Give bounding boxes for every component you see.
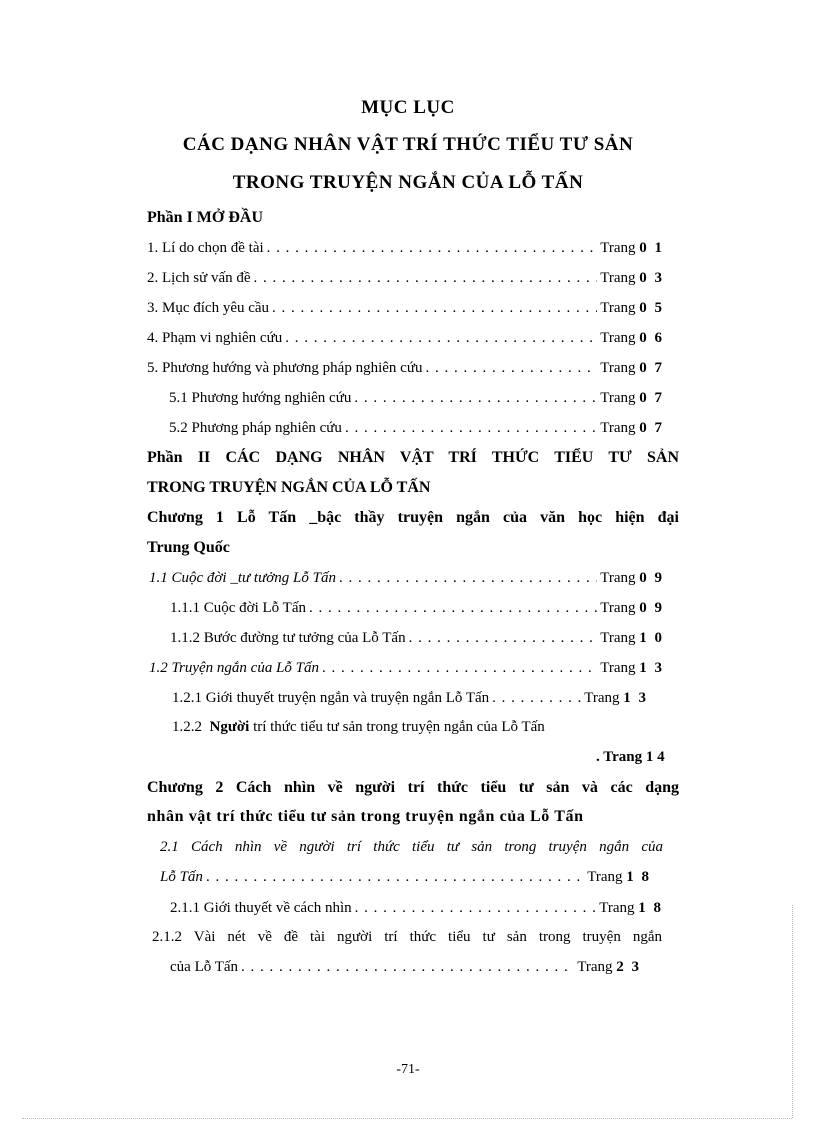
toc-entry[interactable]: 3. Mục đích yêu cầu . . . Trang 0 5	[147, 300, 664, 317]
chapter2-heading-line1: Chương 2 Cách nhìn về người trí thức tiểu tư sản và các dạng	[147, 779, 679, 796]
part1-heading: Phần I MỞ ĐẦU	[147, 209, 264, 226]
toc-entry[interactable]: 1.2 Truyện ngắn của Lỗ Tấn . . . Trang 1 3	[149, 660, 664, 677]
toc-entry[interactable]: của Lỗ Tấn . . . Trang 2 3	[170, 959, 641, 976]
toc-entry[interactable]: 2.1.1 Giới thuyết về cách nhìn . . . Trang 1 8	[170, 900, 663, 917]
page-border-right	[792, 905, 793, 1118]
page-number: -71-	[396, 1062, 420, 1077]
page-border-bottom	[22, 1118, 792, 1119]
toc-entry-212-line1[interactable]: 2.1.2 Vài nét về đề tài người trí thức tiểu tư sản trong truyện ngắn	[152, 929, 662, 945]
toc-entry[interactable]: 5. Phương hướng và phương pháp nghiên cứu . . . Trang 0 7	[147, 360, 664, 377]
toc-entry[interactable]: 5.2 Phương pháp nghiên cứu . . . Trang 0 7	[169, 420, 664, 437]
part2-heading-line1: Phần II CÁC DẠNG NHÂN VẬT TRÍ THỨC TIỂU TƯ SẢN	[147, 449, 679, 466]
toc-entry-122[interactable]: 1.2.2 Người trí thức tiểu tư sản trong truyện ngắn của Lỗ Tấn	[172, 719, 545, 735]
chapter1-heading-line1: Chương 1 Lỗ Tấn _bậc thầy truyện ngắn của văn học hiện đại	[147, 509, 679, 526]
toc-entry[interactable]: 4. Phạm vi nghiên cứu . . . Trang 0 6	[147, 330, 664, 347]
toc-title: MỤC LỤC	[361, 97, 455, 118]
part2-heading-line2: TRONG TRUYỆN NGẮN CỦA LỖ TẤN	[147, 479, 431, 496]
toc-entry[interactable]: 1.2.1 Giới thuyết truyện ngắn và truyện ngắn Lỗ Tấn . . . Trang 1 3	[172, 690, 648, 707]
toc-entry[interactable]: 2. Lịch sử vấn đề . . . Trang 0 3	[147, 270, 664, 287]
toc-entry[interactable]: 1.1 Cuộc đời _tư tưởng Lỗ Tấn . . . Trang 0 9	[149, 570, 664, 587]
toc-entry-21-line1[interactable]: 2.1 Cách nhìn về người trí thức tiểu tư sản trong truyện ngắn của	[160, 839, 663, 855]
thesis-title-line1: CÁC DẠNG NHÂN VẬT TRÍ THỨC TIỂU TƯ SẢN	[182, 134, 634, 155]
toc-entry[interactable]: 5.1 Phương hướng nghiên cứu . . . Trang 0 7	[169, 390, 664, 407]
toc-entry[interactable]: 1.1.2 Bước đường tư tưởng của Lỗ Tấn . . . Trang 1 0	[170, 630, 664, 647]
toc-entry[interactable]: Lỗ Tấn . . . Trang 1 8	[160, 869, 651, 886]
toc-entry-122-page: . Trang 1 4	[596, 749, 665, 765]
chapter1-heading-line2: Trung Quốc	[147, 539, 230, 556]
toc-entry[interactable]: 1. Lí do chọn đề tài . . . Trang 0 1	[147, 240, 664, 257]
thesis-title-line2: TRONG TRUYỆN NGẮN CỦA LỖ TẤN	[232, 172, 584, 193]
chapter2-heading-line2: nhân vật trí thức tiểu tư sản trong truyện ngắn của Lỗ Tấn	[147, 808, 584, 825]
toc-entry[interactable]: 1.1.1 Cuộc đời Lỗ Tấn . . . Trang 0 9	[170, 600, 664, 617]
